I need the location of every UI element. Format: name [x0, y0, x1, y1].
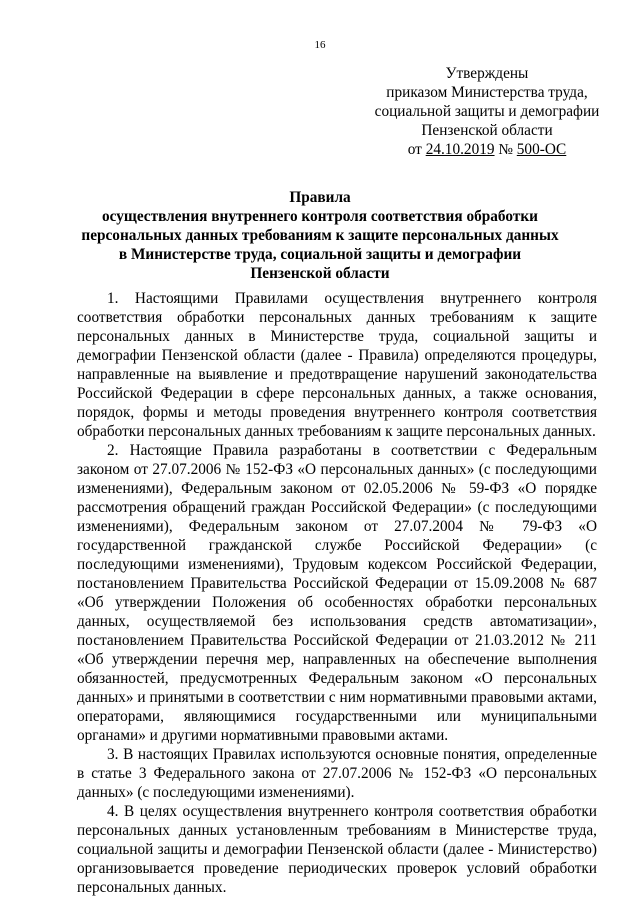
approval-block — [372, 64, 602, 159]
approval-line-ministry: социальной защиты и демографии — [374, 103, 600, 120]
approval-line-approved: Утверждены — [445, 65, 529, 82]
paragraph-4: 4. В целях осуществления внутреннего контроля соответствия обработки персональных данных установленным требованиям в Министерстве труда, социальной защиты и демографии Пензенской области (далее - Министерство) организовывается проведение периодических проверок условий обработки персональных данных. — [77, 803, 597, 896]
title-line-1: Правила — [289, 189, 351, 206]
approval-date-prefix: от — [407, 141, 426, 158]
approval-number-prefix: № — [494, 141, 517, 158]
title-line-5: Пензенской области — [250, 265, 390, 282]
title-line-4: в Министерстве труда, социальной защиты и демографии — [118, 246, 522, 263]
title-line-2: осуществления внутреннего контроля соответствия обработки — [102, 208, 538, 225]
approval-number: 500-ОС — [516, 141, 567, 158]
paragraph-2: 2. Настоящие Правила разработаны в соответствии с Федеральным законом от 27.07.2006 № 152-ФЗ «О персональных данных» (с последующими изменениями), Федеральным законом от 02.05.2006 № 59-ФЗ «О порядке рассмотрения обращений граждан Российской Федерации» (с последующими изменениями), Федеральным законом от 27.07.2004 № 79-ФЗ «О государственной гражданской службе Российской Федерации» (с последующими изменениями), Трудовым кодексом Российской Федерации, постановлением Правительства Российской Федерации от 15.09.2008 № 687 «Об утверждении Положения об особенностях обработки персональных данных, осуществляемой без использования средств автоматизации», постановлением Правительства Российской Федерации от 21.03.2012 № 211 «Об утверждении перечня мер, направленных на обеспечение выполнения обязанностей, предусмотренных Федеральным законом «О персональных данных» и принятыми в соответствии с ним нормативными правовыми актами, операторами, являющимися государственными или муниципальными органами» и другими нормативными правовыми актами. — [77, 442, 597, 744]
approval-line-region: Пензенской области — [421, 122, 553, 139]
document-body — [77, 289, 597, 897]
approval-date-line — [372, 140, 602, 159]
title-line-3: персональных данных требованиям к защите персональных данных — [81, 227, 559, 244]
paragraph-3: 3. В настоящих Правилах используются основные понятия, определенные в статье 3 Федерального закона от 27.07.2006 № 152-ФЗ «О персональных данных» (с последующими изменениями). — [77, 746, 597, 801]
document-title — [70, 188, 570, 283]
paragraph-1: 1. Настоящими Правилами осуществления внутреннего контроля соответствия обработки персональных данных требованиям к защите персональных данных в Министерстве труда, социальной защиты и демографии Пензенской области (далее - Правила) определяются процедуры, направленные на выявление и предотвращение нарушений законодательства Российской Федерации в сфере персональных данных, а также основания, порядок, формы и методы проведения внутреннего контроля соответствия обработки персональных данных требованиям к защите персональных данных. — [77, 290, 597, 440]
approval-date: 24.10.2019 — [425, 141, 495, 158]
approval-line-order: приказом Министерства труда, — [386, 84, 588, 101]
page-number: 16 — [314, 39, 326, 51]
